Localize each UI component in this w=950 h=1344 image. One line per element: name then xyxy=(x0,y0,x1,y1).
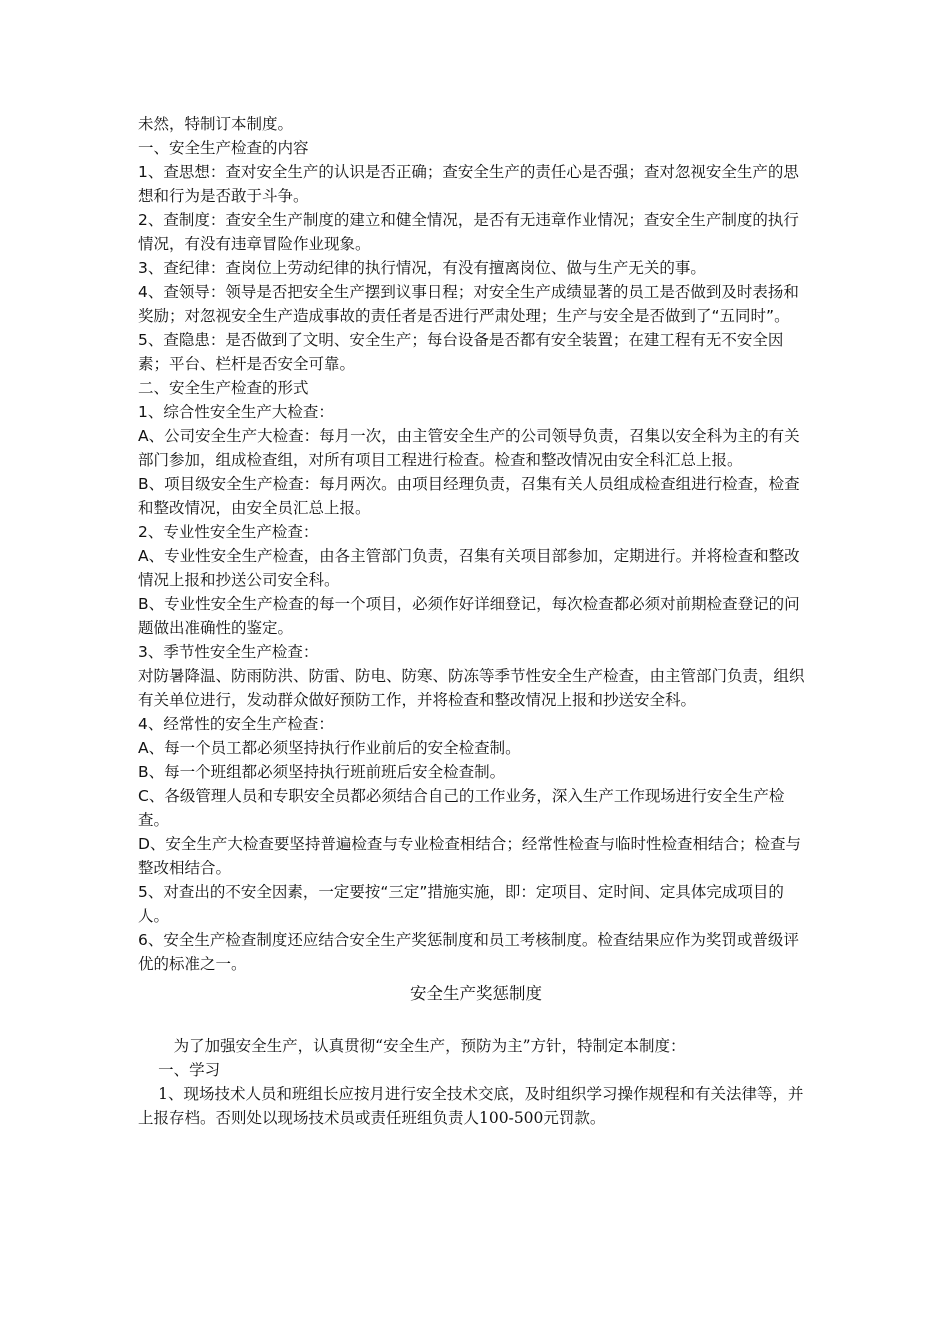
paragraph: 1、综合性安全生产大检查： xyxy=(138,403,334,421)
heading-inspection-content: 一、安全生产检查的内容 xyxy=(138,139,309,157)
paragraph: A、公司安全生产大检查：每月一次，由主管安全生产的公司领导负责，召集以安全科为主的有关部门参加，组成检查组，对所有项目工程进行检查。检查和整改情况由安全科汇总上报。 xyxy=(138,427,800,469)
inspection-section xyxy=(138,112,814,976)
section-title: 安全生产奖惩制度 xyxy=(410,984,542,1003)
paragraph: 3、查纪律：查岗位上劳动纪律的执行情况，有没有擅离岗位、做与生产无关的事。 xyxy=(138,259,706,277)
heading-inspection-forms: 二、安全生产检查的形式 xyxy=(138,379,309,397)
sub-heading-study: 一、学习 xyxy=(158,1061,221,1079)
paragraph: 未然，特制订本制度。 xyxy=(138,115,294,133)
paragraph: A、专业性安全生产检查，由各主管部门负责，召集有关项目部参加，定期进行。并将检查和整改情况上报和抄送公司安全科。 xyxy=(138,547,800,589)
paragraph: 6、安全生产检查制度还应结合安全生产奖惩制度和员工考核制度。检查结果应作为奖罚或普级评优的标准之一。 xyxy=(138,931,799,973)
paragraph: 5、查隐患：是否做到了文明、安全生产；每台设备是否都有安全装置；在建工程有无不安全因素；平台、栏杆是否安全可靠。 xyxy=(138,331,784,373)
paragraph: 2、查制度：查安全生产制度的建立和健全情况，是否有无违章作业情况；查安全生产制度的执行情况，有没有违章冒险作业现象。 xyxy=(138,211,799,253)
intro-paragraph: 为了加强安全生产，认真贯彻“安全生产，预防为主”方针，特制定本制度： xyxy=(173,1037,686,1055)
paragraph: 2、专业性安全生产检查： xyxy=(138,523,319,541)
paragraph: 5、对查出的不安全因素，一定要按“三定”措施实施，即：定项目、定时间、定具体完成项目的人。 xyxy=(138,883,784,925)
paragraph: B、项目级安全生产检查：每月两次。由项目经理负责，召集有关人员组成检查组进行检查，检查和整改情况，由安全员汇总上报。 xyxy=(138,475,800,517)
paragraph: A、每一个员工都必须坚持执行作业前后的安全检查制。 xyxy=(138,739,521,757)
paragraph: 1、查思想：查对安全生产的认识是否正确；查安全生产的责任心是否强；查对忽视安全生产的思想和行为是否敢于斗争。 xyxy=(138,163,799,205)
paragraph: 对防暑降温、防雨防洪、防雷、防电、防寒、防冻等季节性安全生产检查，由主管部门负责，组织有关单位进行，发动群众做好预防工作，并将检查和整改情况上报和抄送安全科。 xyxy=(138,667,805,709)
paragraph: 4、查领导：领导是否把安全生产摆到议事日程；对安全生产成绩显著的员工是否做到及时表扬和奖励；对忽视安全生产造成事故的责任者是否进行严肃处理；生产与安全是否做到了“五同时”。 xyxy=(138,283,799,325)
document-page xyxy=(138,112,814,1130)
paragraph: 4、经常性的安全生产检查： xyxy=(138,715,334,733)
paragraph: C、各级管理人员和专职安全员都必须结合自己的工作业务，深入生产工作现场进行安全生产检查。 xyxy=(138,787,785,829)
paragraph: 1、现场技术人员和班组长应按月进行安全技术交底，及时组织学习操作规程和有关法律等，并上报存档。否则处以现场技术员或责任班组负责人100-500元罚款。 xyxy=(138,1085,804,1127)
paragraph: 3、季节性安全生产检查： xyxy=(138,643,319,661)
paragraph: B、每一个班组都必须坚持执行班前班后安全检查制。 xyxy=(138,763,506,781)
paragraph: D、安全生产大检查要坚持普遍检查与专业检查相结合；经常性检查与临时性检查相结合；检查与整改相结合。 xyxy=(138,835,801,877)
paragraph: B、专业性安全生产检查的每一个项目，必须作好详细登记，每次检查都必须对前期检查登记的问题做出准确性的鉴定。 xyxy=(138,595,800,637)
